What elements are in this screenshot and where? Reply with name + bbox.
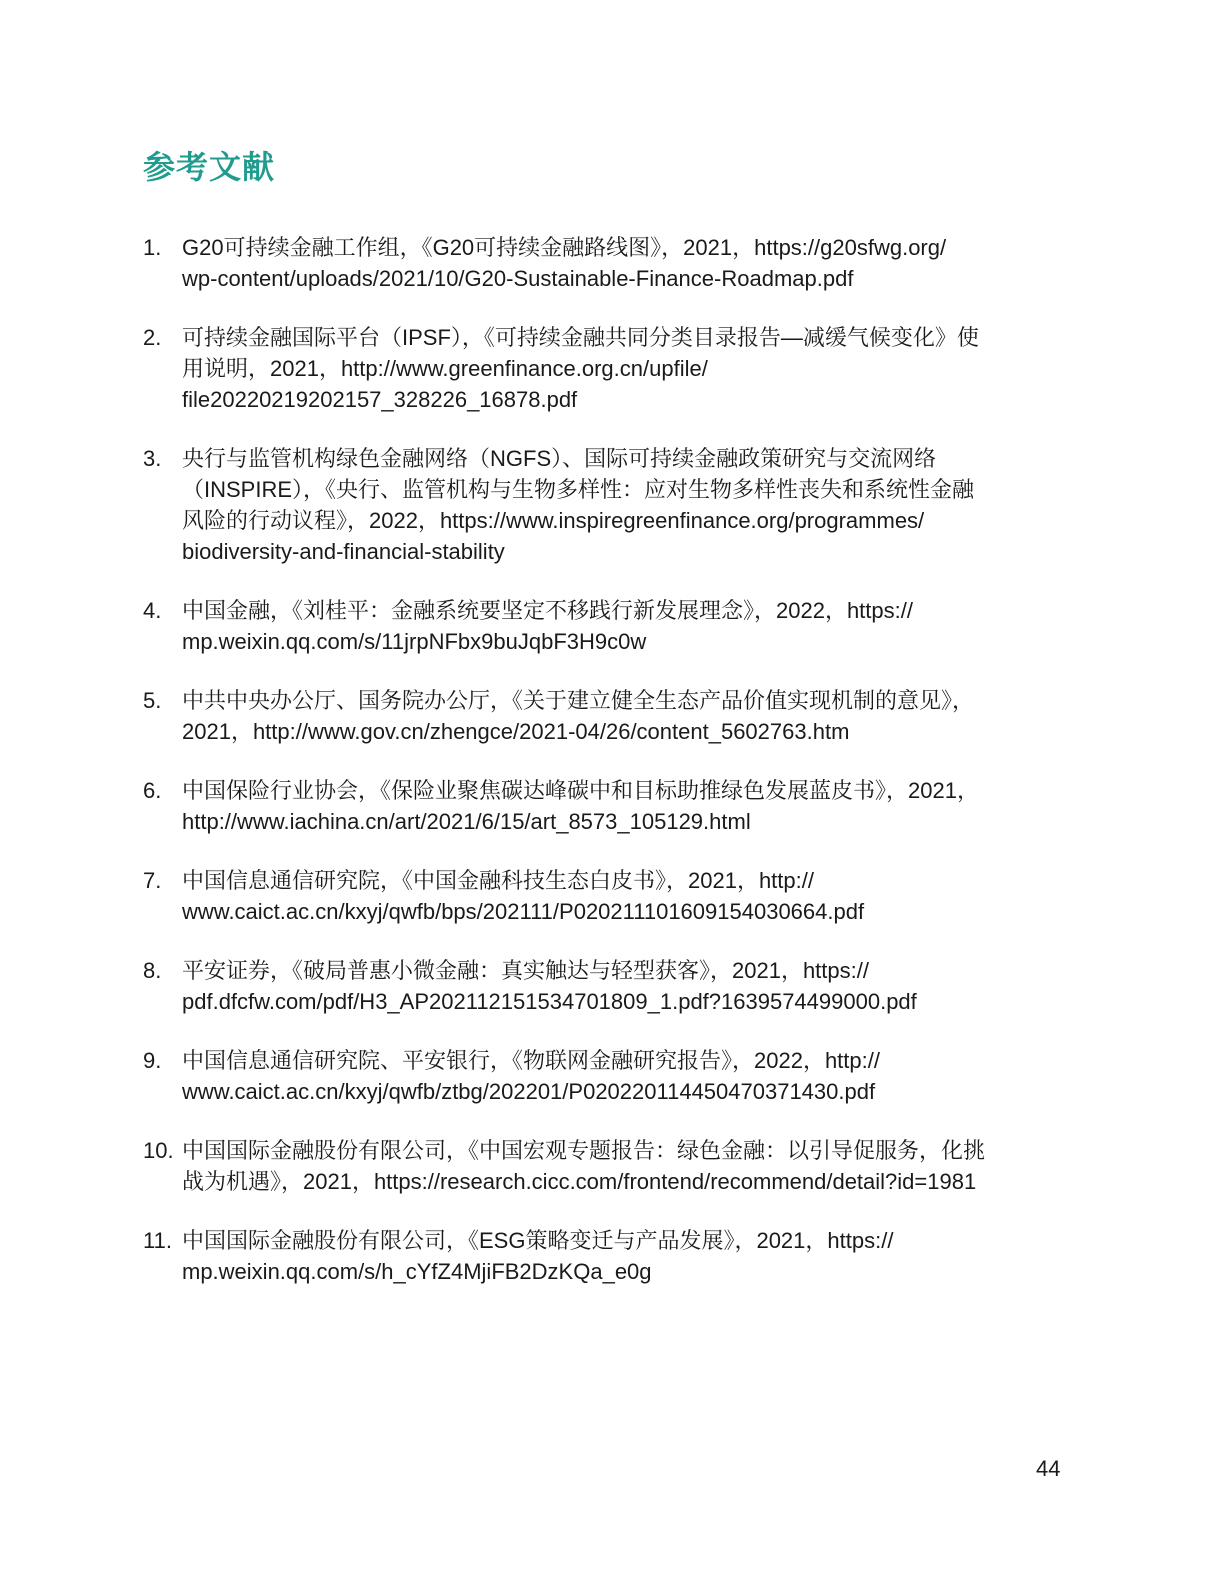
section-title: 参考文献 [143,149,276,185]
reference-line: 风险的行动议程》，2022，https://www.inspiregreenfinance.org/programmes/ [182,508,925,533]
reference-text [182,1135,1073,1197]
reference-item [143,685,1073,747]
reference-item [143,595,1073,657]
reference-text [182,232,1073,294]
reference-number: 4. [143,598,162,623]
reference-item [143,865,1073,927]
reference-item [143,1045,1073,1107]
reference-item [143,443,1073,567]
reference-text [182,322,1073,415]
reference-line: 中国金融，《刘桂平：金融系统要坚定不移践行新发展理念》，2022，https:// [182,598,913,623]
reference-number: 7. [143,868,162,893]
reference-line: （INSPIRE），《央行、监管机构与生物多样性：应对生物多样性丧失和系统性金融 [182,477,975,502]
reference-text [182,685,1073,747]
reference-line: pdf.dfcfw.com/pdf/H3_AP202112151534701809_1.pdf?1639574499000.pdf [182,989,917,1014]
reference-line: 央行与监管机构绿色金融网络（NGFS）、国际可持续金融政策研究与交流网络 [182,446,937,471]
reference-line: mp.weixin.qq.com/s/11jrpNFbx9buJqbF3H9c0w [182,629,647,654]
reference-line: 中共中央办公厅、国务院办公厅，《关于建立健全生态产品价值实现机制的意见》， [182,688,975,713]
reference-line: 中国信息通信研究院、平安银行，《物联网金融研究报告》，2022，http:// [182,1048,880,1073]
reference-number: 2. [143,325,162,350]
reference-text [182,443,1073,567]
reference-text [182,955,1073,1017]
reference-line: 战为机遇》，2021，https://research.cicc.com/frontend/recommend/detail?id=1981 [182,1169,977,1194]
reference-line: file20220219202157_328226_16878.pdf [182,387,578,412]
reference-line: 可持续金融国际平台（IPSF），《可持续金融共同分类目录报告—减缓气候变化》使 [182,325,979,350]
reference-line: 2021，http://www.gov.cn/zhengce/2021-04/26/content_5602763.htm [182,719,850,744]
reference-line: G20可持续金融工作组，《G20可持续金融路线图》，2021，https://g20sfwg.org/ [182,235,947,260]
reference-number: 8. [143,958,162,983]
reference-item [143,1135,1073,1197]
reference-item [143,232,1073,294]
reference-line: mp.weixin.qq.com/s/h_cYfZ4MjiFB2DzKQa_e0g [182,1259,652,1284]
reference-number: 11. [143,1228,172,1253]
reference-text [182,1225,1073,1287]
reference-line: 中国国际金融股份有限公司，《ESG策略变迁与产品发展》，2021，https:// [182,1228,894,1253]
reference-item [143,1225,1073,1287]
reference-number: 9. [143,1048,162,1073]
reference-line: 中国保险行业协会，《保险业聚焦碳达峰碳中和目标助推绿色发展蓝皮书》，2021， [182,778,979,803]
reference-line: www.caict.ac.cn/kxyj/qwfb/ztbg/202201/P020220114450470371430.pdf [182,1079,876,1104]
reference-line: wp-content/uploads/2021/10/G20-Sustainable-Finance-Roadmap.pdf [182,266,854,291]
reference-line: 中国信息通信研究院，《中国金融科技生态白皮书》，2021，http:// [182,868,814,893]
reference-number: 3. [143,446,162,471]
reference-line: 平安证券，《破局普惠小微金融：真实触达与轻型获客》，2021，https:// [182,958,869,983]
reference-text [182,1045,1073,1107]
reference-text [182,775,1073,837]
reference-list [143,232,1073,1315]
reference-text [182,865,1073,927]
reference-number: 1. [143,235,162,260]
reference-line: www.caict.ac.cn/kxyj/qwfb/bps/202111/P020211101609154030664.pdf [182,899,865,924]
reference-line: http://www.iachina.cn/art/2021/6/15/art_8573_105129.html [182,809,751,834]
reference-line: 中国国际金融股份有限公司，《中国宏观专题报告：绿色金融：以引导促服务，化挑 [182,1138,986,1163]
reference-item [143,322,1073,415]
reference-number: 10. [143,1138,174,1163]
reference-number: 6. [143,778,162,803]
reference-line: biodiversity-and-financial-stability [182,539,505,564]
reference-text [182,595,1073,657]
page-number: 44 [1036,1456,1061,1481]
reference-item [143,775,1073,837]
reference-line: 用说明，2021，http://www.greenfinance.org.cn/upfile/ [182,356,708,381]
reference-item [143,955,1073,1017]
reference-number: 5. [143,688,162,713]
